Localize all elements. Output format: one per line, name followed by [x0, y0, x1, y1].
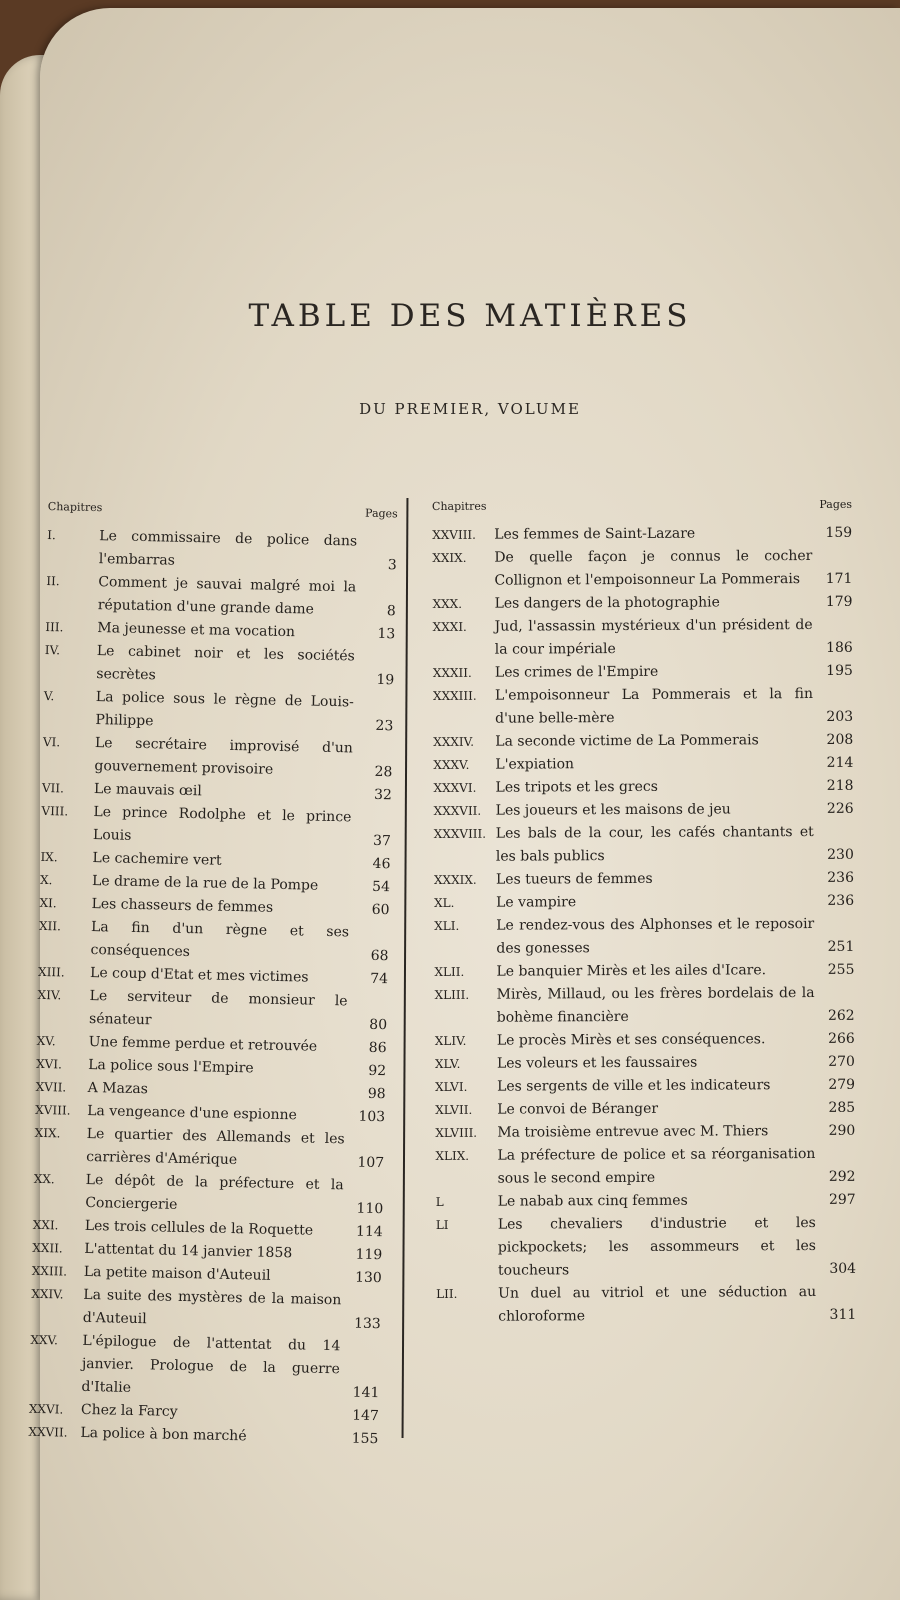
chapter-title: Les voleurs et les faussaires [496, 1054, 698, 1072]
toc-entry [34, 1122, 385, 1175]
chapter-title: Le commissaire de police dans l'embarras [98, 528, 358, 569]
chapter-number: LII. [436, 1286, 458, 1301]
chapter-title: Le prince Rodolphe et le prince Louis [92, 804, 352, 844]
chapter-number: X. [39, 872, 53, 888]
chapter-title: A Mazas [87, 1079, 149, 1098]
chapter-title: Le dépôt de la préfecture et la Conciergerie [85, 1171, 344, 1213]
chapter-title: Les chasseurs de femmes [91, 896, 274, 916]
chapter-title: L'épilogue de l'attentat du 14 janvier. Prologue de la guerre d'Italie [81, 1332, 341, 1396]
chapter-number: XL. [434, 895, 455, 910]
toc-entry [433, 683, 853, 731]
toc-entry [434, 890, 854, 915]
page-number: 60 [371, 901, 390, 919]
chapter-number: XXXV. [433, 757, 470, 772]
chapter-title: La préfecture de police et sa réorganisation sous le second empire [497, 1146, 816, 1187]
page-number: 155 [351, 1430, 379, 1448]
chapter-number: XXXVI. [433, 780, 477, 795]
chapter-title: Le quartier des Allemands et les carrières d'Amérique [86, 1125, 345, 1169]
page-number: 147 [351, 1407, 380, 1425]
chapter-title: Chez la Farcy [80, 1401, 178, 1420]
page-subtitle: DU PREMIER, VOLUME [359, 400, 581, 418]
page-number: 285 [828, 1099, 856, 1116]
page-number: 279 [828, 1076, 856, 1093]
chapter-title: Le procès Mirès et ses conséquences. [496, 1031, 766, 1049]
toc-entry [37, 984, 388, 1037]
chapter-number: XLI. [434, 918, 460, 933]
chapter-number: XXIX. [432, 550, 467, 565]
page-number: 92 [368, 1062, 387, 1080]
chapter-title: Jud, l'assassin mystérieux d'un président de la cour impériale [494, 617, 813, 658]
page-number: 74 [370, 970, 389, 988]
chapter-number: III. [45, 619, 64, 635]
chapter-number: XLVII. [435, 1102, 473, 1117]
page-number: 13 [377, 625, 396, 643]
page-number: 262 [827, 1007, 855, 1024]
page-number: 86 [368, 1039, 387, 1057]
toc-entry [43, 685, 394, 738]
chapter-title: Les bals de la cour, les cafés chantants et les bals publics [495, 824, 814, 865]
chapter-title: Les chevaliers d'industrie et les pickpockets; les assommeurs et les toucheurs [497, 1215, 816, 1279]
chapter-title: Comment je sauvai malgré moi la réputation d'une grande dame [97, 574, 357, 618]
chapter-number: XXV. [30, 1332, 59, 1348]
chapter-title: De quelle façon je connus le cocher Collignon et l'empoisonneur La Pommerais [494, 548, 813, 589]
chapter-number: XXXVII. [433, 803, 482, 818]
chapter-title: Les dangers de la photographie [494, 594, 720, 612]
toc-entry [46, 570, 397, 623]
chapter-number: XXI. [32, 1217, 59, 1233]
chapter-number: L [435, 1194, 444, 1209]
chapter-title: Ma troisième entrevue avec M. Thiers [497, 1123, 769, 1141]
page-number: 54 [371, 878, 391, 896]
page-number: 46 [372, 855, 391, 873]
chapter-number: XXVIII. [432, 527, 477, 542]
toc-entry [435, 1097, 855, 1122]
page-number: 107 [357, 1154, 385, 1172]
chapter-title: Le rendez-vous des Alphonses et le reposoir des gonesses [496, 916, 815, 957]
page-number: 98 [367, 1085, 386, 1103]
chapter-number: VI. [42, 734, 61, 750]
toc-entry [433, 775, 853, 800]
chapter-number: XLIII. [434, 987, 470, 1002]
page-number: 255 [827, 961, 855, 978]
page-number: 214 [826, 754, 854, 771]
page-number: 3 [387, 557, 397, 574]
chapter-number: XI. [39, 895, 57, 911]
chapter-title: Ma jeunesse et ma vocation [97, 620, 296, 641]
toc-entry [433, 752, 853, 777]
page-number: 290 [828, 1122, 856, 1139]
chapter-number: XIII. [37, 964, 65, 980]
chapter-number: XLV. [434, 1056, 461, 1071]
chapter-title: L'expiation [495, 756, 575, 773]
page-number: 133 [353, 1315, 381, 1333]
page-number: 32 [373, 786, 393, 804]
page-title: TABLE DES MATIÈRES [248, 298, 692, 334]
chapter-number: XXII. [32, 1240, 63, 1256]
pages-label: Pages [364, 506, 398, 521]
chapter-title: Les tueurs de femmes [495, 870, 653, 888]
chapter-title: Le nabab aux cinq femmes [497, 1192, 688, 1210]
chapter-number: XLIV. [434, 1033, 467, 1048]
toc-entry [436, 1281, 856, 1329]
page-number: 179 [825, 593, 853, 610]
chapter-number: XVII. [35, 1079, 67, 1095]
chapter-number: LI [435, 1217, 449, 1232]
toc-entry [435, 1028, 855, 1053]
page-number: 186 [826, 639, 853, 656]
page-number: 230 [827, 846, 854, 863]
toc-entry [38, 915, 389, 968]
chapter-title: Le secrétaire improvisé d'un gouvernement provisoire [94, 735, 354, 778]
toc-entry [44, 639, 395, 692]
toc-entry [432, 591, 852, 616]
chapter-title: Les femmes de Saint-Lazare [494, 525, 696, 543]
toc-left-column [28, 500, 398, 1451]
chapter-number: XLII. [434, 964, 465, 979]
chapter-number: XXX. [432, 596, 463, 611]
chapter-title: La police sous l'Empire [88, 1056, 254, 1077]
chapter-number: XXXVIII. [433, 826, 487, 841]
toc-entry [435, 1051, 855, 1076]
toc-entry [29, 1329, 380, 1405]
chapter-title: Les tripots et les grecs [495, 778, 658, 796]
chapter-title: Le cachemire vert [92, 850, 222, 869]
chapter-number: XXXIX. [433, 872, 477, 887]
chapter-number: XXXII. [432, 665, 472, 680]
chapter-number: XX. [33, 1171, 55, 1187]
chapter-number: VII. [41, 780, 65, 796]
chapter-number: XIV. [37, 987, 62, 1003]
toc-entry [435, 982, 855, 1030]
chapter-number: IV. [44, 642, 61, 658]
chapter-title: Mirès, Millaud, ou les frères bordelais de la bohème financière [496, 985, 815, 1026]
chapter-title: La vengeance d'une espionne [87, 1102, 298, 1124]
chapter-title: La seconde victime de La Pommerais [495, 732, 759, 750]
chapter-number: XII. [38, 918, 62, 934]
page-number: 141 [352, 1384, 380, 1402]
chapter-number: I. [47, 527, 56, 543]
toc-entry [432, 522, 852, 547]
toc-entry [31, 1283, 382, 1336]
chapter-title: La police sous le règne de Louis-Philippe [95, 689, 354, 730]
chapter-title: La fin d'un règne et ses conséquences [90, 918, 350, 961]
page-number: 130 [354, 1269, 382, 1287]
toc-entry-list [28, 524, 397, 1451]
page-number: 68 [370, 947, 389, 965]
chapter-title: Une femme perdue et retrouvée [88, 1033, 318, 1055]
chapter-number: XXXIII. [432, 688, 477, 703]
toc-entry [435, 1074, 855, 1099]
chapters-label: Chapitres [47, 500, 103, 515]
chapter-title: Le mauvais œil [93, 781, 202, 800]
toc-entry [433, 729, 853, 754]
page-number: 266 [828, 1030, 855, 1047]
page-number: 110 [356, 1200, 384, 1218]
page-number: 103 [358, 1108, 386, 1126]
page-number: 80 [369, 1016, 388, 1034]
chapter-number: XV. [36, 1033, 56, 1049]
chapter-number: XLVIII. [435, 1125, 478, 1140]
toc-entry [42, 731, 393, 784]
chapter-number: V. [43, 688, 55, 704]
page-number: 195 [826, 662, 853, 679]
toc-entry [433, 660, 853, 685]
chapter-title: Le cabinet noir et les sociétés secrètes [96, 643, 355, 684]
chapter-number: XXIII. [31, 1263, 68, 1279]
chapter-number: IX. [40, 849, 58, 865]
toc-entry [434, 821, 854, 869]
chapter-number: XXXIV. [433, 734, 475, 749]
column-divider [402, 498, 409, 1438]
chapter-title: Les crimes de l'Empire [494, 663, 659, 681]
chapter-title: Le serviteur de monsieur le sénateur [88, 987, 348, 1029]
chapter-number: II. [46, 573, 60, 589]
pages-label: Pages [819, 497, 853, 511]
page-number: 171 [825, 570, 853, 587]
chapter-number: XXIV. [31, 1286, 64, 1302]
chapter-title: L'attentat du 14 janvier 1858 [84, 1240, 293, 1262]
page-number: 311 [829, 1306, 857, 1323]
chapter-title: L'empoisonneur La Pommerais et la fin d'une belle-mère [494, 686, 814, 727]
toc-entry [435, 1120, 855, 1145]
page-number: 218 [826, 777, 854, 794]
page-number: 203 [826, 708, 854, 725]
toc-entry [433, 614, 853, 662]
toc-entry [434, 913, 854, 961]
chapter-title: La suite des mystères de la maison d'Auteuil [82, 1286, 342, 1328]
toc-entry [434, 798, 854, 823]
chapter-title: Le convoi de Béranger [497, 1100, 659, 1118]
page-number: 236 [827, 869, 855, 886]
column-header [432, 498, 852, 524]
page-number: 304 [829, 1260, 857, 1277]
page-number: 8 [386, 603, 396, 620]
chapter-title: Les trois cellules de la Roquette [84, 1217, 314, 1239]
chapter-number: XIX. [34, 1125, 61, 1141]
page-number: 251 [827, 938, 855, 955]
page-number: 297 [828, 1191, 856, 1208]
toc-entry-list [432, 522, 856, 1329]
page-number: 236 [827, 892, 855, 909]
toc-entry [434, 959, 854, 984]
chapter-number: XXXI. [432, 619, 467, 634]
toc-entry [435, 1143, 855, 1191]
chapter-title: Un duel au vitriol et une séduction au chloroforme [498, 1283, 817, 1325]
toc-entry [432, 545, 852, 593]
chapters-label: Chapitres [432, 499, 487, 513]
chapter-title: Les joueurs et les maisons de jeu [495, 801, 731, 819]
book-page [28, 8, 900, 1600]
page-number: 292 [828, 1168, 856, 1185]
toc-entry [434, 867, 854, 892]
chapter-title: La police à bon marché [80, 1424, 247, 1445]
page-number: 23 [375, 717, 394, 735]
page-number: 37 [372, 832, 392, 850]
toc-entry [33, 1168, 384, 1221]
chapter-number: VIII. [41, 803, 69, 819]
chapter-number: XVI. [36, 1056, 63, 1072]
chapter-title: Le coup d'Etat et mes victimes [89, 964, 309, 986]
chapter-title: Le drame de la rue de la Pompe [91, 873, 319, 894]
chapter-number: XXVI. [28, 1401, 64, 1417]
chapter-number: XLVI. [435, 1079, 468, 1094]
page-number: 270 [828, 1053, 855, 1070]
toc-entry [47, 524, 398, 577]
chapter-title: La petite maison d'Auteuil [83, 1263, 271, 1284]
page-number: 226 [826, 800, 854, 817]
toc-entry [41, 800, 392, 853]
page-number: 19 [376, 671, 395, 689]
chapter-number: XVIII. [35, 1102, 71, 1118]
chapter-number: XXVII. [28, 1424, 68, 1440]
chapter-title: Le banquier Mirès et les ailes d'Icare. [496, 962, 767, 980]
page-number: 119 [355, 1246, 383, 1264]
toc-entry [436, 1189, 856, 1214]
chapter-title: Les sergents de ville et les indicateurs [497, 1077, 771, 1095]
chapter-number: XLIX. [435, 1148, 470, 1163]
page-number: 114 [355, 1223, 383, 1241]
page-number: 159 [825, 524, 853, 541]
toc-entry [436, 1212, 856, 1283]
page-number: 208 [826, 731, 854, 748]
page-number: 28 [374, 763, 393, 781]
toc-right-column [432, 498, 856, 1329]
chapter-title: Le vampire [496, 894, 577, 911]
